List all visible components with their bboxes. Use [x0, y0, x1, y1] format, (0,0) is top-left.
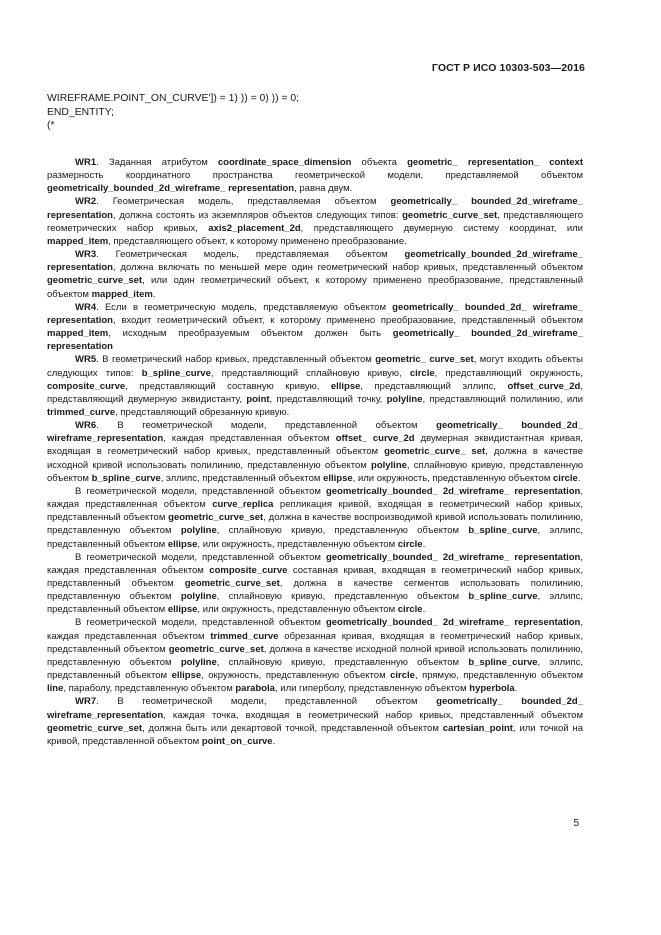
rule-paragraph	[47, 195, 583, 248]
bold-term: ellipse	[167, 538, 198, 550]
bold-term: WR6	[75, 420, 97, 432]
bold-term: geometrically_bounded_ 2d_wireframe_ representation	[325, 617, 581, 629]
bold-term: geometrically_ bounded_2d_ wireframe_representation	[47, 420, 583, 445]
bold-term: b_spline_curve	[468, 656, 538, 668]
text-run: , параболу, представленную объектом	[63, 683, 236, 695]
bold-term: geometrically_bounded_ 2d_wireframe_ representation	[325, 551, 581, 563]
bold-term: WR4	[75, 301, 97, 313]
bold-term: line	[47, 683, 64, 695]
text-run: , представляющий сплайновую кривую,	[210, 367, 410, 379]
rule-paragraph	[47, 248, 583, 301]
bold-term: geometrically_bounded_2d_wireframe_ representation	[47, 249, 583, 274]
code-line: END_ENTITY;	[47, 106, 114, 118]
text-run: , должна в качестве исходной кривой использовать полилинию, представленную объектом	[47, 446, 583, 471]
text-run: . В геометрической модели, представленной объектом	[96, 420, 437, 432]
text-run: , равна двум.	[294, 183, 353, 195]
text-run: , каждая представленная объектом	[47, 551, 583, 576]
text-run: . Если в геометрическую модель, представляемую объектом	[96, 301, 393, 313]
bold-term: geometrically_bounded_2d_wireframe_ representation	[47, 183, 295, 195]
rule-paragraph	[47, 616, 583, 695]
text-run: двумерная эквидистантная кривая, входящая в геометрический набор кривых, представленный объектом	[47, 433, 583, 458]
bold-term: polyline	[371, 459, 407, 471]
text-run: , должна быть или декартовой точкой, представленной объектом	[142, 722, 443, 734]
text-run: . Заданная атрибутом	[96, 157, 218, 168]
bold-term: coordinate_space_dimension	[217, 157, 352, 168]
text-run: В геометрической модели, представленной объектом	[75, 617, 326, 629]
bold-term: geometric_curve_set	[168, 512, 264, 524]
text-run: , должна в качестве сегментов использовать полилинию, представленную объектом	[47, 578, 583, 603]
text-run: , входит геометрический объект, к которому применено преобразование, представленный объектом	[113, 314, 583, 326]
text-run: , каждая представленная объектом	[47, 485, 583, 511]
text-run: , представляющего двумерную систему координат, или	[300, 222, 583, 234]
text-run: , представляющий составную кривую,	[125, 380, 331, 392]
bold-term: geometrically_bounded_ 2d_wireframe_ representation	[325, 485, 581, 497]
rules-text	[47, 156, 583, 748]
bold-term: geometric_curve_set	[168, 643, 264, 655]
bold-term: polyline	[386, 393, 423, 405]
text-run: , могут входить объекты следующих типов:	[47, 354, 583, 379]
text-run: , или один геометрический объект, к которому применено преобразование, представленный объектом	[47, 275, 583, 300]
rule-paragraph	[47, 353, 583, 419]
text-run: .	[272, 735, 276, 747]
rule-paragraph	[47, 695, 583, 748]
bold-term: b_spline_curve	[91, 472, 161, 484]
bold-term: offset_curve_2d	[507, 380, 581, 392]
bold-term: polyline	[180, 525, 217, 537]
text-run: , эллипс, представленный объектом	[47, 656, 583, 682]
text-run: , каждая представленная объектом	[47, 617, 583, 642]
text-run: , представляющий эллипс,	[360, 380, 508, 392]
bold-term: circle	[390, 670, 415, 682]
bold-term: cartesian_point	[442, 722, 513, 734]
rule-paragraph	[47, 301, 583, 354]
bold-term: ellipse	[323, 472, 353, 484]
text-run: , сплайновую кривую, представленную объектом	[216, 656, 469, 668]
text-run: В геометрической модели, представленной объектом	[75, 485, 326, 497]
text-run: В геометрической модели, представленной объектом	[75, 551, 326, 563]
rule-paragraph	[47, 551, 583, 617]
text-run: , исходным преобразуемым объектом должен быть	[108, 328, 393, 340]
bold-term: WR2	[75, 196, 97, 208]
bold-term: trimmed_curve	[210, 630, 279, 642]
bold-term: axis2_placement_2d	[208, 222, 301, 234]
bold-term: ellipse	[171, 670, 202, 682]
bold-term: composite_curve	[47, 380, 126, 392]
bold-term: composite_curve	[209, 564, 288, 576]
text-run: , представляющий полилинию, или	[422, 393, 583, 405]
text-run: , сплайновую кривую, представленную объектом	[47, 459, 583, 484]
text-run: репликация кривой, входящая в геометрический набор кривых, представленный объектом	[47, 499, 583, 524]
text-run: , представляющего геометрических набор кривых,	[47, 209, 583, 234]
page-number: 5	[573, 818, 579, 829]
text-run: , эллипс, представленный объектом	[47, 591, 583, 616]
text-run: . В геометрической модели, представленной объектом	[96, 696, 437, 708]
text-run: , или окружность, представленную объектом	[352, 472, 554, 484]
bold-term: parabola	[235, 683, 275, 695]
text-run: размерность координатного пространства геометрической модели, представляемой объектом	[47, 170, 583, 182]
bold-term: geometrically_ bounded_2d_ wireframe_ representation	[47, 301, 583, 326]
bold-term: point	[246, 393, 270, 405]
bold-term: geometric_curve_set	[47, 275, 143, 287]
text-run: , сплайновую кривую, представленную объектом	[216, 591, 469, 603]
text-run: , должна в качестве воспроизводимой кривой использовать полилинию, представленную объектом	[47, 512, 583, 537]
bold-term: circle	[397, 538, 423, 550]
text-run: , каждая представленная объектом	[163, 433, 336, 445]
bold-term: circle	[409, 367, 435, 379]
text-run: , эллипс, представленный объектом	[160, 472, 324, 484]
text-run: , каждая точка, входящая в геометрический набор кривых, представленный объектом	[163, 709, 583, 721]
text-run: .	[577, 472, 581, 484]
text-run: .	[514, 683, 518, 695]
bold-term: geometric_ representation_ context	[407, 157, 583, 168]
bold-term: b_spline_curve	[468, 591, 538, 603]
text-run: , должна состоять из экземпляров объектов следующих типов:	[113, 209, 403, 221]
bold-term: polyline	[180, 591, 217, 603]
bold-term: polyline	[180, 656, 217, 668]
bold-term: b_spline_curve	[468, 525, 538, 537]
bold-term: mapped_item	[47, 235, 109, 247]
text-run: , представляющего объект, к которому применено преобразование.	[108, 235, 407, 247]
bold-term: geometrically_ bounded_2d_ wireframe_representation	[47, 696, 583, 721]
bold-term: mapped_item	[47, 328, 109, 340]
bold-term: b_spline_curve	[141, 367, 211, 379]
bold-term: geometric_ curve_set	[375, 354, 474, 366]
text-run: .	[422, 604, 426, 616]
bold-term: WR1	[75, 157, 97, 168]
text-run: . Геометрическая модель, представляемая объектом	[96, 249, 405, 261]
bold-term: geometrically_ bounded_2d_wireframe_ representation	[47, 328, 583, 353]
bold-term: WR5	[75, 354, 97, 366]
bold-term: ellipse	[167, 604, 198, 616]
text-run: . В геометрический набор кривых, представленный объектом	[96, 354, 376, 366]
bold-term: curve_replica	[212, 499, 274, 511]
text-run: , окружность, представленную объектом	[201, 670, 391, 682]
text-run: , представляющий двумерную эквидистанту,	[47, 380, 583, 405]
bold-term: geometric_curve_set	[47, 722, 143, 734]
text-run: , или окружность, представленную объектом	[197, 538, 398, 550]
bold-term: point_on_curve	[201, 735, 273, 747]
text-run: , или гиперболу, представленную объектом	[274, 683, 470, 695]
bold-term: geometric_curve_set	[402, 209, 498, 221]
bold-term: offset_ curve_2d	[335, 433, 415, 445]
bold-term: trimmed_curve	[47, 406, 116, 418]
bold-term: mapped_item	[91, 288, 153, 300]
text-run: . Геометрическая модель, представляемая объектом	[96, 196, 391, 208]
text-run: , эллипс, представленный объектом	[47, 525, 583, 550]
bold-term: WR7	[75, 696, 97, 708]
bold-term: circle	[553, 472, 578, 484]
text-run: , представляющий окружность,	[434, 367, 583, 379]
text-run: , представляющий обрезанную кривую.	[115, 406, 290, 418]
text-run: , сплайновую кривую, представленную объектом	[216, 525, 469, 537]
express-code-block	[47, 92, 299, 133]
bold-term: geometric_curve_ set	[384, 446, 486, 458]
text-run: объекта	[351, 157, 408, 168]
text-run: .	[152, 288, 156, 300]
text-run: обрезанная кривая, входящая в геометрический набор кривых, представленный объектом	[47, 630, 583, 655]
rule-paragraph	[47, 485, 583, 551]
bold-term: geometrically_ bounded_2d_wireframe_ representation	[47, 196, 584, 221]
bold-term: ellipse	[330, 380, 361, 392]
standard-header: ГОСТ Р ИСО 10303-503—2016	[431, 62, 585, 74]
text-run: , должна включать по меньшей мере один геометрический набор кривых, представленный объектом	[113, 262, 583, 274]
code-line: WIREFRAME.POINT_ON_CURVE']) = 1) )) = 0) )) = 0;	[47, 93, 300, 104]
text-run: составная кривая, входящая в геометрический набор кривых, представленный объектом	[47, 564, 583, 589]
code-line: (*	[47, 120, 55, 131]
text-run: .	[422, 538, 426, 550]
text-run: , прямую, представленную объектом	[414, 670, 584, 682]
bold-term: WR3	[75, 249, 97, 261]
text-run: , должна в качестве исходной полной кривой использовать полилинию, представленную объектом	[47, 643, 583, 668]
bold-term: geometric_curve_set	[184, 578, 280, 589]
rule-paragraph	[47, 419, 583, 485]
bold-term: hyperbola	[469, 683, 515, 695]
text-run: , или точкой на кривой, представленной объектом	[47, 722, 583, 747]
rule-paragraph	[47, 156, 583, 195]
bold-term: circle	[397, 604, 423, 616]
text-run: , представляющий точку,	[269, 393, 387, 405]
text-run: , или окружность, представленную объектом	[197, 604, 398, 616]
